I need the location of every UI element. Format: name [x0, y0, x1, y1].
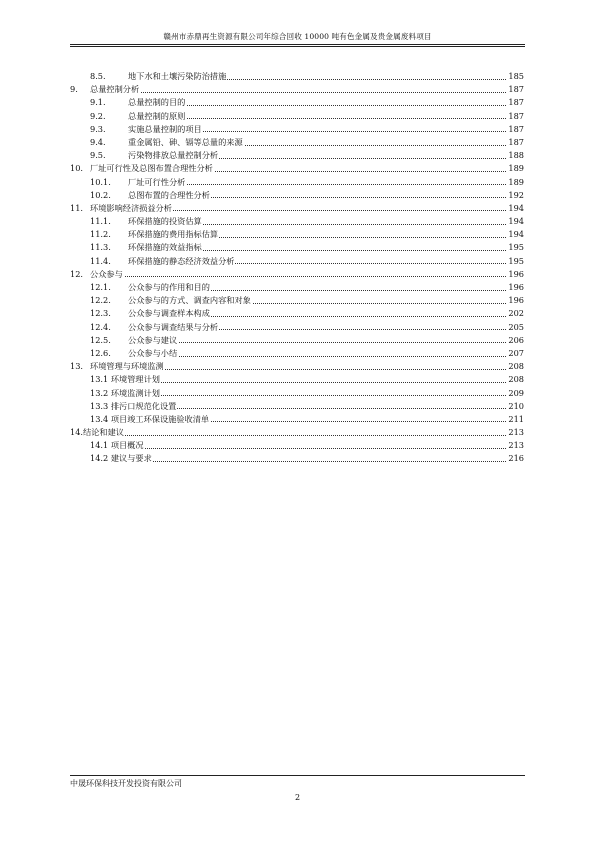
toc-entry-page: 187 — [507, 123, 524, 136]
toc-entry-title: 公众参与的作用和目的 — [128, 281, 211, 294]
toc-entry[interactable] — [70, 373, 524, 386]
toc-entry-page: 211 — [507, 413, 524, 426]
toc-entry-number: 11.3. — [90, 242, 111, 253]
toc-dot-leader — [90, 276, 524, 277]
toc-entry-title: 13.4 项目竣工环保设施验收清单 — [90, 413, 210, 426]
toc-dot-leader — [128, 118, 524, 119]
toc-entry-page: 187 — [507, 136, 524, 149]
toc-entry-page: 187 — [507, 110, 524, 123]
toc-entry-page: 208 — [507, 360, 524, 373]
toc-entry[interactable] — [70, 176, 524, 189]
toc-entry[interactable] — [70, 83, 524, 96]
toc-entry-title: 公众参与小结 — [128, 347, 178, 360]
toc-entry-number: 11.4. — [90, 255, 111, 266]
toc-entry-page: 187 — [507, 96, 524, 109]
toc-entry-title: 公众参与调查样本构成 — [128, 307, 211, 320]
toc-entry-title: 13.3 排污口规范化设置 — [90, 400, 177, 413]
toc-entry-title: 13.2 环境监测计划 — [90, 387, 161, 400]
toc-dot-leader — [128, 105, 524, 106]
toc-entry-page: 195 — [507, 241, 524, 254]
toc-entry-page: 194 — [507, 215, 524, 228]
toc-entry-number: 12.6. — [90, 347, 111, 358]
toc-entry-number: 9.3. — [90, 123, 106, 134]
toc-entry-number: 12.4. — [90, 321, 111, 332]
toc-dot-leader — [90, 461, 524, 462]
footer-company-name: 中晟环保科技开发投资有限公司 — [70, 779, 182, 788]
toc-entry[interactable] — [70, 96, 524, 109]
page-number: 2 — [294, 793, 301, 802]
toc-entry[interactable] — [70, 334, 524, 347]
toc-entry[interactable] — [70, 400, 524, 413]
toc-dot-leader — [128, 342, 524, 343]
toc-entry-title: 公众参与的方式、调查内容和对象 — [128, 294, 252, 307]
toc-entry-number: 13. — [70, 361, 84, 372]
toc-entry-page: 216 — [507, 452, 524, 465]
toc-entry-title: 公众参与 — [90, 268, 124, 281]
toc-entry-title: 环境影响经济损益分析 — [90, 202, 173, 215]
toc-dot-leader — [128, 184, 524, 185]
toc-dot-leader — [128, 356, 524, 357]
toc-entry-page: 192 — [507, 189, 524, 202]
toc-entry-title: 公众参与调查结果与分析 — [128, 321, 219, 334]
toc-entry-number: 12.2. — [90, 295, 111, 306]
toc-entry-page: 187 — [507, 83, 524, 96]
toc-entry-title: 重金属铅、砷、镉等总量的来源 — [128, 136, 244, 149]
toc-entry[interactable] — [70, 228, 524, 241]
toc-entry[interactable] — [70, 452, 524, 465]
running-header: 赣州市赤鼎再生资源有限公司年综合回收 10000 吨有色金属及贵金属废料项目 — [163, 32, 432, 41]
toc-entry[interactable] — [70, 360, 524, 373]
toc-dot-leader — [90, 448, 524, 449]
toc-entry-page: 196 — [507, 294, 524, 307]
toc-entry-page: 205 — [507, 321, 524, 334]
toc-entry[interactable] — [70, 202, 524, 215]
toc-entry-number: 9.2. — [90, 110, 106, 121]
toc-entry-title: 总图布置的合理性分析 — [128, 189, 211, 202]
toc-entry-page: 213 — [507, 439, 524, 452]
toc-entry-number: 11. — [70, 202, 84, 213]
toc-entry-number: 9.4. — [90, 136, 106, 147]
toc-entry-number: 11.2. — [90, 229, 111, 240]
toc-entry[interactable] — [70, 387, 524, 400]
toc-entry-title: 公众参与建议 — [128, 334, 178, 347]
table-of-contents — [70, 70, 524, 466]
toc-dot-leader — [90, 92, 524, 93]
toc-entry[interactable] — [70, 110, 524, 123]
toc-entry-page: 185 — [507, 70, 524, 83]
footer-divider — [70, 775, 525, 776]
toc-entry-title: 实施总量控制的项目 — [128, 123, 203, 136]
toc-entry[interactable] — [70, 189, 524, 202]
toc-entry[interactable] — [70, 268, 524, 281]
toc-entry-title: 厂址可行性分析 — [128, 176, 186, 189]
toc-entry-page: 189 — [507, 176, 524, 189]
toc-dot-leader — [70, 435, 524, 436]
toc-entry[interactable] — [70, 321, 524, 334]
toc-entry[interactable] — [70, 162, 524, 175]
toc-entry[interactable] — [70, 215, 524, 228]
toc-entry-title: 环境管理与环境监测 — [90, 360, 165, 373]
toc-entry-title: 14.1 项目概况 — [90, 439, 145, 452]
toc-entry-number: 9.5. — [90, 150, 106, 161]
toc-entry-title: 环保措施的静态经济效益分析 — [128, 255, 235, 268]
toc-entry-number: 10. — [70, 163, 84, 174]
toc-entry-title: 污染物排放总量控制分析 — [128, 149, 219, 162]
toc-entry-title: 总量控制分析 — [90, 83, 140, 96]
toc-entry-title: 厂址可行性及总图布置合理性分析 — [90, 162, 214, 175]
toc-entry-number: 12. — [70, 268, 84, 279]
toc-entry-title: 总量控制的原则 — [128, 110, 186, 123]
toc-entry[interactable] — [70, 439, 524, 452]
toc-entry-number: 10.1. — [90, 176, 111, 187]
toc-entry[interactable] — [70, 255, 524, 268]
toc-entry[interactable] — [70, 281, 524, 294]
toc-entry-page: 202 — [507, 307, 524, 320]
toc-entry-page: 196 — [507, 281, 524, 294]
toc-entry-title: 14.2 建议与要求 — [90, 452, 153, 465]
toc-entry-page: 194 — [507, 202, 524, 215]
toc-entry[interactable] — [70, 347, 524, 360]
header-divider — [70, 44, 525, 45]
toc-entry-page: 189 — [507, 162, 524, 175]
toc-entry[interactable] — [70, 413, 524, 426]
toc-entry-number: 10.2. — [90, 189, 111, 200]
toc-entry[interactable] — [70, 294, 524, 307]
toc-entry[interactable] — [70, 307, 524, 320]
toc-entry-page: 207 — [507, 347, 524, 360]
toc-entry-number: 12.3. — [90, 308, 111, 319]
toc-entry-page: 194 — [507, 228, 524, 241]
toc-entry-page: 206 — [507, 334, 524, 347]
toc-entry-title: 地下水和土壤污染防治措施 — [128, 70, 227, 83]
toc-entry-title: 14.结论和建议 — [70, 426, 125, 439]
toc-entry-number: 9.1. — [90, 97, 106, 108]
header-divider-thin — [70, 46, 525, 47]
toc-entry-page: 209 — [507, 387, 524, 400]
toc-entry-number: 12.1. — [90, 282, 111, 292]
toc-entry-page: 208 — [507, 373, 524, 386]
toc-entry[interactable] — [70, 136, 524, 149]
toc-entry-page: 213 — [507, 426, 524, 439]
toc-entry[interactable] — [70, 426, 524, 439]
toc-entry-title: 环保措施的费用指标估算 — [128, 228, 219, 241]
toc-entry-page: 195 — [507, 255, 524, 268]
toc-entry-page: 188 — [507, 149, 524, 162]
toc-entry-page: 196 — [507, 268, 524, 281]
toc-entry-title: 环保措施的效益指标 — [128, 241, 203, 254]
toc-entry-number: 12.5. — [90, 334, 111, 345]
toc-entry-number: 8.5. — [90, 71, 106, 81]
toc-entry-title: 总量控制的目的 — [128, 96, 186, 109]
toc-entry-page: 210 — [507, 400, 524, 413]
toc-entry-number: 9. — [70, 84, 78, 95]
toc-entry[interactable] — [70, 123, 524, 136]
toc-entry-number: 11.1. — [90, 216, 111, 227]
toc-entry[interactable] — [70, 70, 524, 83]
toc-entry[interactable] — [70, 149, 524, 162]
toc-entry-title: 环保措施的投资估算 — [128, 215, 203, 228]
toc-entry-title: 13.1 环境管理计划 — [90, 373, 161, 386]
toc-entry[interactable] — [70, 241, 524, 254]
